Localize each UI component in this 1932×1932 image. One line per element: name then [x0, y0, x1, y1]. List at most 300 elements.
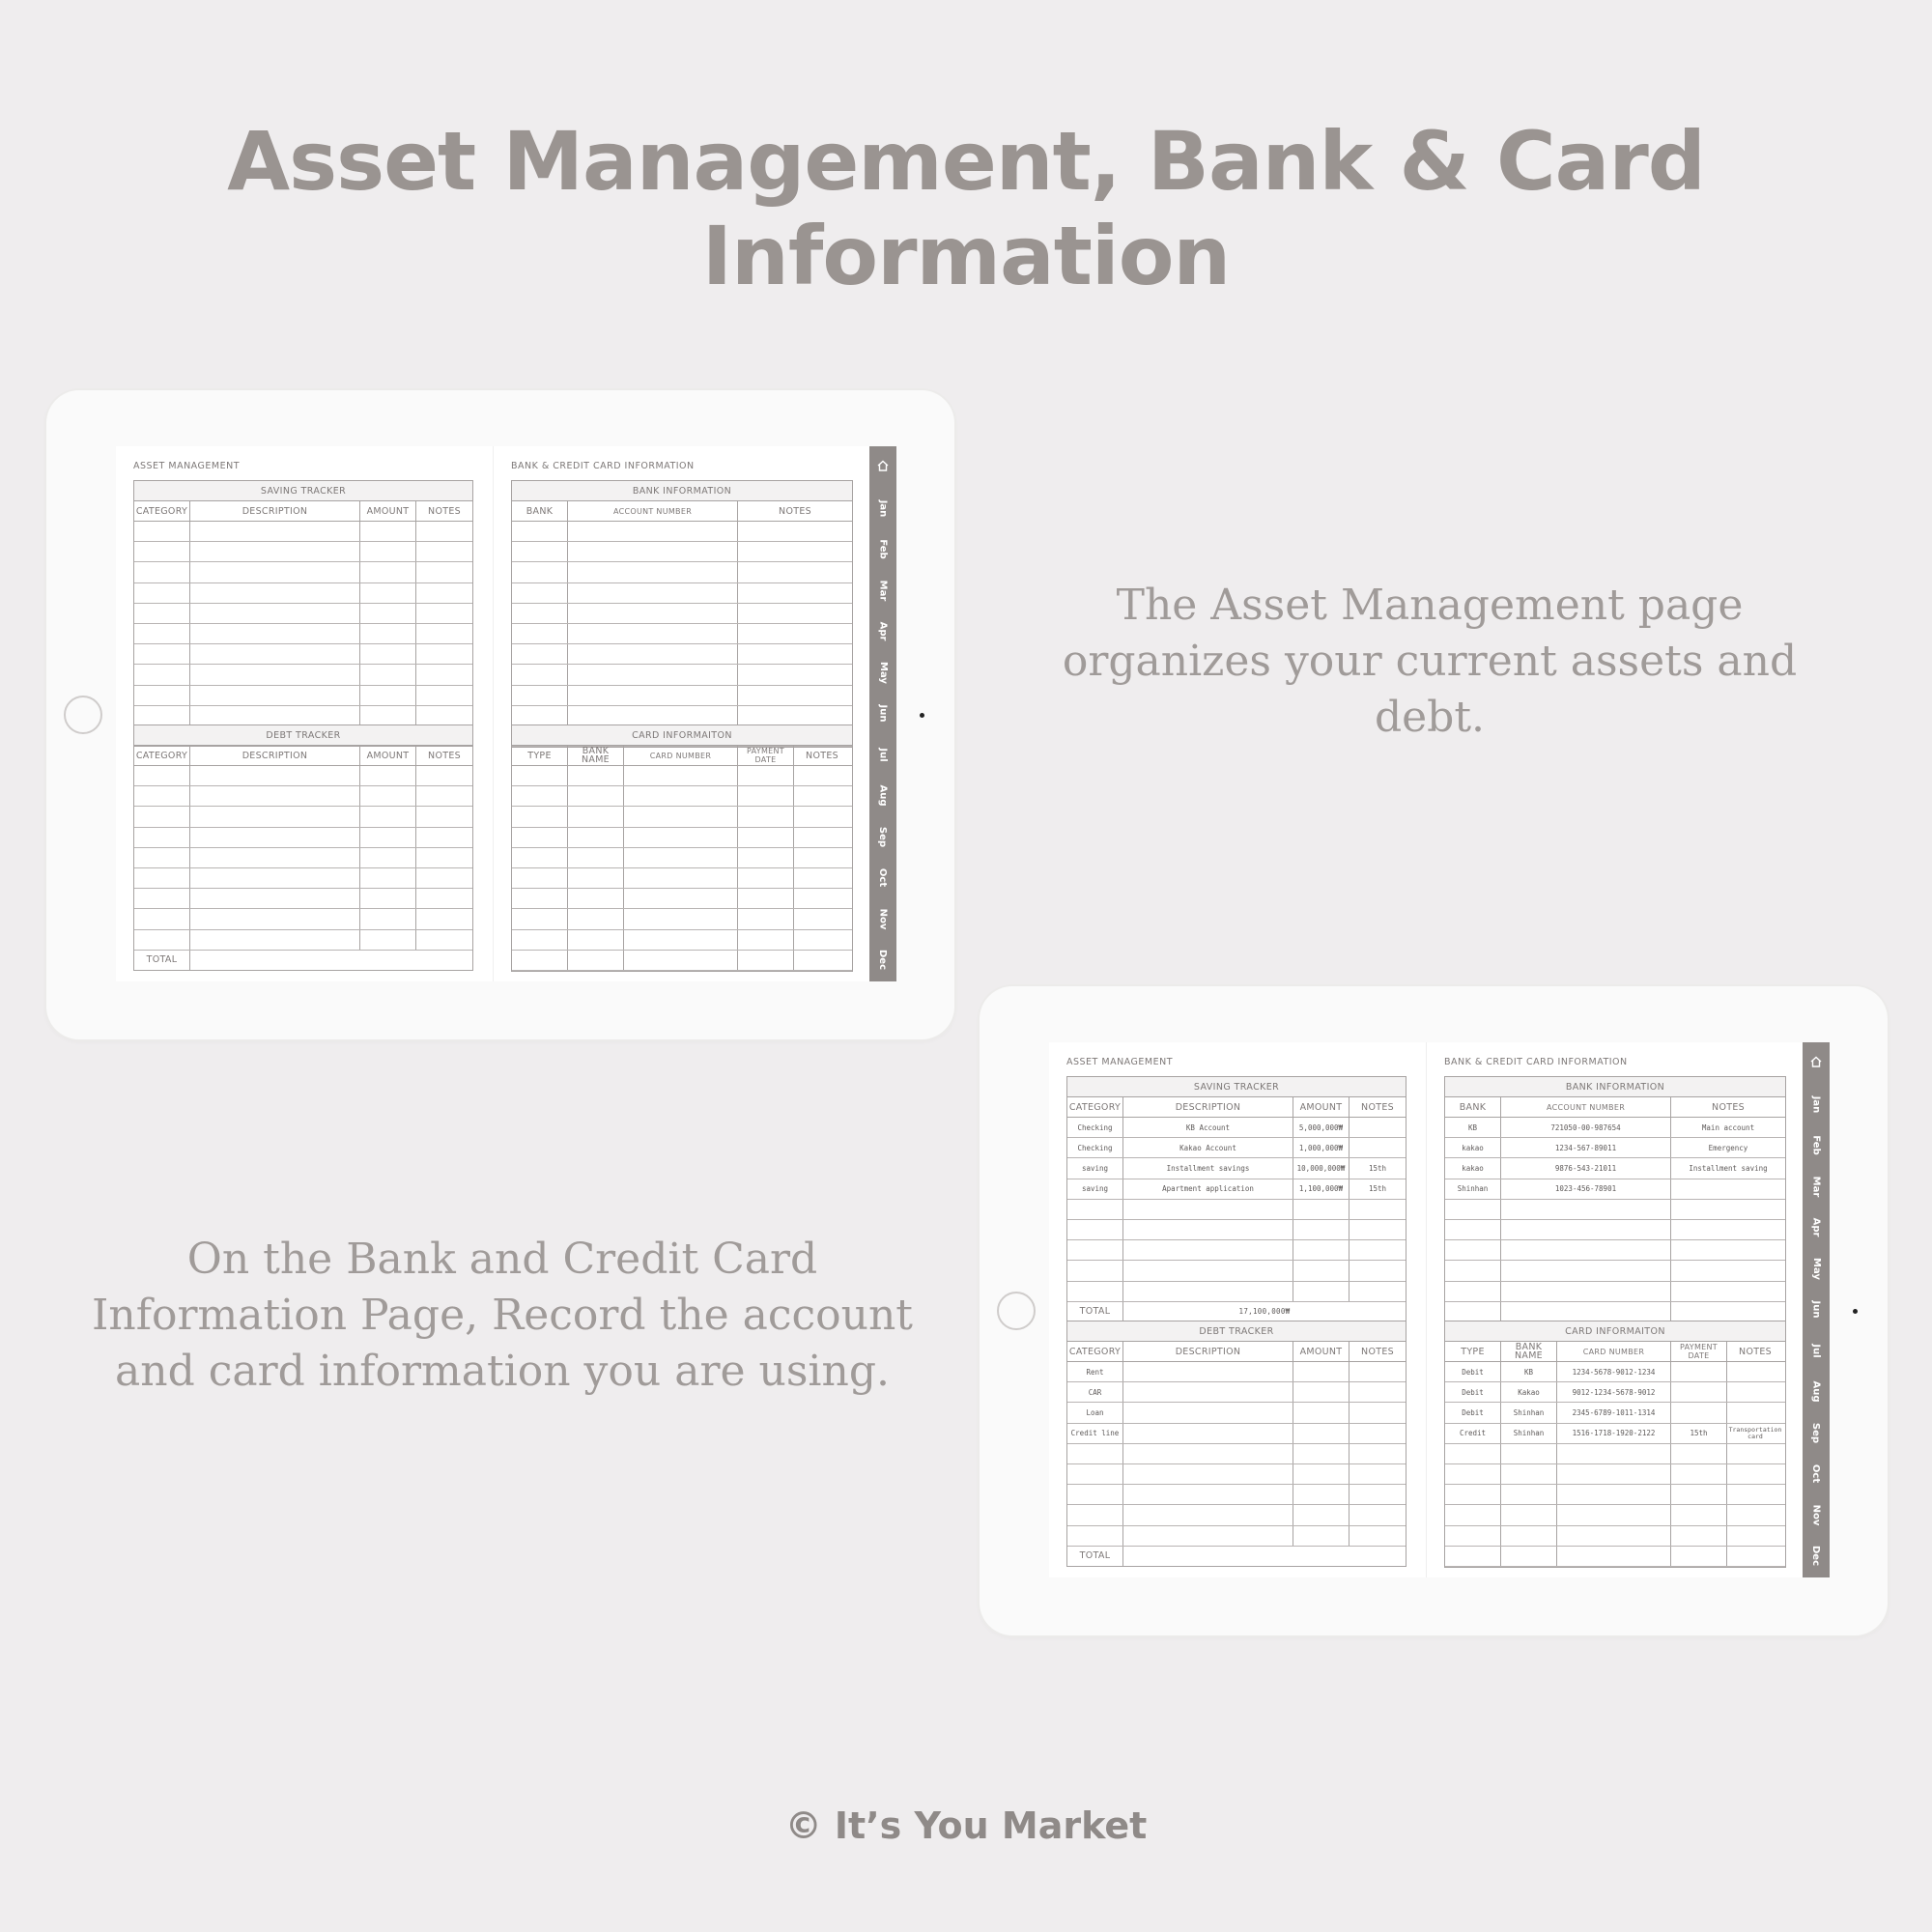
table-row[interactable] — [1067, 1220, 1406, 1240]
table-row[interactable] — [134, 604, 472, 624]
table-cell — [568, 889, 624, 908]
table-cell — [360, 706, 416, 725]
table-row[interactable] — [1067, 1424, 1406, 1444]
table-cell — [568, 807, 624, 826]
table-cell — [568, 706, 738, 725]
table-cell: Transportation card — [1728, 1425, 1782, 1440]
table-cell — [134, 583, 190, 603]
asset-management-title: ASSET MANAGEMENT — [1066, 1057, 1173, 1067]
table-row[interactable] — [1445, 1485, 1785, 1505]
table-row[interactable] — [512, 665, 852, 685]
table-row[interactable] — [1445, 1444, 1785, 1464]
home-icon — [876, 459, 890, 472]
table-cell: CAR — [1067, 1382, 1123, 1402]
table-row[interactable] — [512, 951, 852, 971]
table-row[interactable] — [512, 889, 852, 909]
table-cell — [512, 686, 568, 705]
tab-aug[interactable] — [1803, 1373, 1830, 1411]
table-cell — [1501, 1282, 1671, 1301]
debt-table-header — [134, 746, 472, 766]
table-cell — [1350, 1444, 1406, 1463]
bank-card-title: BANK & CREDIT CARD INFORMATION — [511, 461, 695, 471]
saving-table-header — [134, 501, 472, 522]
table-row[interactable] — [134, 522, 472, 542]
table-cell — [1123, 1526, 1293, 1546]
table-cell: Apartment application — [1123, 1179, 1293, 1199]
table-cell — [794, 868, 850, 888]
table-cell — [1445, 1547, 1501, 1566]
card-table-title: CARD INFORMAITON — [512, 725, 852, 746]
table-row[interactable] — [512, 909, 852, 929]
tab-label: Jul — [877, 747, 889, 762]
table-row[interactable] — [134, 644, 472, 665]
saving-column-header: DESCRIPTION — [1123, 1097, 1293, 1117]
table-row[interactable] — [1445, 1138, 1785, 1158]
table-cell — [738, 644, 852, 664]
table-row[interactable] — [512, 686, 852, 706]
table-cell — [1123, 1220, 1293, 1239]
home-icon — [1809, 1055, 1823, 1068]
table-cell — [360, 766, 416, 785]
table-cell — [134, 624, 190, 643]
table-cell — [134, 562, 190, 582]
table-cell — [1350, 1282, 1406, 1301]
table-cell — [624, 807, 738, 826]
saving-table-header — [1067, 1097, 1406, 1118]
tab-aug[interactable] — [869, 777, 896, 815]
tab-label: Nov — [1810, 1504, 1822, 1525]
tab-feb[interactable] — [869, 530, 896, 569]
home-tab[interactable] — [1803, 1050, 1830, 1073]
table-row[interactable] — [1067, 1403, 1406, 1423]
table-cell — [360, 686, 416, 705]
table-cell: KB — [1501, 1362, 1557, 1381]
tab-sep[interactable] — [869, 817, 896, 856]
table-row[interactable] — [1445, 1362, 1785, 1382]
table-cell — [134, 868, 190, 888]
table-row[interactable] — [512, 706, 852, 726]
home-tab[interactable] — [869, 454, 896, 477]
tab-mar[interactable] — [869, 571, 896, 610]
table-row[interactable] — [1067, 1505, 1406, 1525]
tab-label: Jan — [877, 499, 889, 517]
table-cell — [134, 686, 190, 705]
table-row[interactable] — [1445, 1220, 1785, 1240]
table-row[interactable] — [1067, 1464, 1406, 1485]
tab-may[interactable] — [1803, 1249, 1830, 1288]
debt-total-label: TOTAL — [1067, 1547, 1123, 1566]
tab-label: Dec — [1810, 1545, 1822, 1567]
table-row[interactable] — [134, 909, 472, 929]
tab-apr[interactable] — [869, 612, 896, 651]
table-cell — [1067, 1485, 1123, 1504]
card-table-title: CARD INFORMAITON — [1445, 1321, 1785, 1342]
table-cell — [190, 909, 360, 928]
table-row[interactable] — [1067, 1526, 1406, 1547]
tab-jun[interactable] — [1803, 1291, 1830, 1329]
bank-information-table — [1444, 1076, 1786, 1323]
table-row[interactable] — [512, 583, 852, 604]
table-row[interactable] — [1445, 1464, 1785, 1485]
tab-nov[interactable] — [869, 899, 896, 938]
saving-tracker — [1066, 1076, 1406, 1322]
table-row[interactable] — [134, 706, 472, 726]
table-row[interactable] — [1067, 1179, 1406, 1200]
tab-mar[interactable] — [1803, 1167, 1830, 1206]
table-row[interactable] — [1445, 1302, 1785, 1322]
tab-label: Oct — [877, 867, 889, 888]
table-row[interactable] — [512, 786, 852, 807]
table-cell — [624, 766, 738, 785]
table-row[interactable] — [512, 766, 852, 786]
asset-management-page — [1049, 1042, 1424, 1577]
table-row[interactable] — [512, 930, 852, 951]
table-cell — [1350, 1505, 1406, 1524]
table-row[interactable] — [134, 686, 472, 706]
caption-asset-management: The Asset Management page organizes your current assets and debt. — [1062, 581, 1798, 742]
planner-screen-filled — [1049, 1042, 1830, 1577]
table-cell — [360, 562, 416, 582]
table-row[interactable] — [512, 624, 852, 644]
table-cell — [416, 868, 472, 888]
table-cell — [568, 542, 738, 561]
table-cell — [1123, 1261, 1293, 1280]
table-cell: 1,100,000₩ — [1293, 1179, 1350, 1199]
tab-label: Aug — [877, 784, 889, 807]
table-cell: Shinhan — [1501, 1403, 1557, 1422]
table-cell — [1445, 1282, 1501, 1301]
debt-column-header: NOTES — [1361, 1346, 1394, 1357]
table-cell: KB Account — [1123, 1118, 1293, 1137]
table-cell — [1727, 1505, 1783, 1524]
tab-sep[interactable] — [1803, 1413, 1830, 1452]
table-cell: 1,000,000₩ — [1293, 1138, 1350, 1157]
tab-label: May — [877, 661, 889, 684]
table-cell — [416, 786, 472, 806]
table-cell — [1445, 1200, 1501, 1219]
card-column-header: TYPE — [1445, 1342, 1501, 1361]
table-cell — [1293, 1240, 1350, 1260]
page-title: Asset Management, Bank & Card Information — [227, 114, 1705, 303]
table-row[interactable] — [134, 868, 472, 889]
tab-may[interactable] — [869, 653, 896, 692]
table-cell — [416, 889, 472, 908]
table-row[interactable] — [512, 604, 852, 624]
table-cell — [1727, 1485, 1783, 1504]
table-cell — [1671, 1547, 1727, 1566]
bank-column-header: BANK — [1445, 1097, 1501, 1117]
tab-label: Jun — [877, 704, 889, 723]
table-row[interactable] — [134, 583, 472, 604]
table-cell — [1501, 1505, 1557, 1524]
table-row[interactable] — [1445, 1261, 1785, 1281]
table-cell — [1727, 1403, 1783, 1422]
table-row[interactable] — [1067, 1382, 1406, 1403]
table-cell — [1293, 1200, 1350, 1219]
table-cell: kakao — [1445, 1138, 1501, 1157]
table-cell: 15th — [1368, 1184, 1387, 1194]
table-cell — [624, 930, 738, 950]
table-cell — [568, 786, 624, 806]
table-cell — [1557, 1526, 1671, 1546]
table-cell: Debit — [1445, 1403, 1501, 1422]
table-row[interactable] — [1067, 1138, 1406, 1158]
table-cell — [738, 930, 794, 950]
table-cell — [738, 624, 852, 643]
tab-oct[interactable] — [1803, 1455, 1830, 1493]
table-cell — [416, 562, 472, 582]
table-cell — [416, 644, 472, 664]
table-cell — [1123, 1382, 1293, 1402]
saving-tracker — [133, 480, 473, 747]
table-row[interactable] — [1445, 1526, 1785, 1547]
table-row[interactable] — [512, 807, 852, 827]
debt-column-header: NOTES — [428, 750, 461, 761]
tab-jul[interactable] — [1803, 1331, 1830, 1370]
table-cell — [190, 930, 360, 950]
table-cell — [1557, 1547, 1671, 1566]
table-cell — [1350, 1138, 1406, 1157]
table-cell — [738, 848, 794, 867]
table-row[interactable] — [1445, 1200, 1785, 1220]
tab-label: Mar — [1810, 1176, 1822, 1197]
table-cell: Installment saving — [1689, 1163, 1768, 1173]
table-cell — [1293, 1403, 1350, 1422]
table-cell — [512, 951, 568, 970]
table-cell: Checking — [1067, 1118, 1123, 1137]
table-row[interactable] — [1445, 1240, 1785, 1261]
table-cell — [568, 686, 738, 705]
bank-table-title: BANK INFORMATION — [1445, 1077, 1785, 1097]
table-cell — [1293, 1505, 1350, 1524]
table-row[interactable] — [512, 868, 852, 889]
tab-nov[interactable] — [1803, 1495, 1830, 1534]
table-cell — [1293, 1526, 1350, 1546]
debt-column-header: DESCRIPTION — [1123, 1342, 1293, 1361]
table-cell — [1445, 1526, 1501, 1546]
table-cell — [190, 644, 360, 664]
table-cell — [794, 807, 850, 826]
table-cell — [624, 848, 738, 867]
tab-jan[interactable] — [1803, 1085, 1830, 1123]
table-cell — [1557, 1485, 1671, 1504]
table-row[interactable] — [1067, 1362, 1406, 1382]
table-cell — [1350, 1240, 1406, 1260]
table-cell — [512, 624, 568, 643]
tab-jan[interactable] — [869, 489, 896, 527]
card-column-header: NOTES — [1739, 1346, 1772, 1357]
table-cell — [1350, 1403, 1406, 1422]
table-cell — [190, 583, 360, 603]
table-cell — [794, 766, 850, 785]
table-row[interactable] — [1067, 1261, 1406, 1281]
table-cell — [134, 930, 190, 950]
tab-feb[interactable] — [1803, 1126, 1830, 1165]
table-row[interactable] — [134, 828, 472, 848]
table-cell — [1445, 1261, 1501, 1280]
table-cell — [1350, 1220, 1406, 1239]
table-row[interactable] — [512, 522, 852, 542]
table-cell — [1671, 1200, 1785, 1219]
table-cell — [416, 583, 472, 603]
table-cell — [1501, 1547, 1557, 1566]
table-row[interactable] — [1067, 1240, 1406, 1261]
table-cell: 1023-456-78901 — [1501, 1179, 1671, 1199]
table-cell: 721050-00-987654 — [1501, 1118, 1671, 1137]
table-row[interactable] — [1445, 1424, 1785, 1444]
table-row[interactable] — [1445, 1505, 1785, 1525]
table-row[interactable] — [134, 562, 472, 582]
table-row[interactable] — [1067, 1200, 1406, 1220]
table-row[interactable] — [134, 807, 472, 827]
table-cell — [416, 766, 472, 785]
table-cell — [1445, 1240, 1501, 1260]
tab-jun[interactable] — [869, 695, 896, 733]
table-row[interactable] — [1445, 1403, 1785, 1423]
table-cell: kakao — [1445, 1158, 1501, 1178]
table-cell — [360, 522, 416, 541]
table-cell — [1557, 1505, 1671, 1524]
table-cell — [134, 786, 190, 806]
table-cell — [134, 665, 190, 684]
table-row[interactable] — [1445, 1282, 1785, 1302]
table-cell — [568, 604, 738, 623]
tab-label: Sep — [877, 826, 889, 847]
table-cell: 5,000,000₩ — [1293, 1118, 1350, 1137]
table-cell — [1671, 1220, 1785, 1239]
table-cell — [1350, 1362, 1406, 1381]
table-cell — [512, 604, 568, 623]
debt-total-label: TOTAL — [134, 951, 190, 970]
card-column-header: CARD NUMBER — [1557, 1342, 1671, 1361]
table-cell — [738, 951, 794, 970]
table-row[interactable] — [1445, 1547, 1785, 1567]
tab-jul[interactable] — [869, 735, 896, 774]
table-cell: saving — [1067, 1158, 1123, 1178]
table-row[interactable] — [512, 542, 852, 562]
table-cell: 2345-6789-1011-1314 — [1557, 1403, 1671, 1422]
table-cell: 1234-567-89011 — [1501, 1138, 1671, 1157]
card-information-table — [1444, 1321, 1786, 1568]
table-cell — [624, 786, 738, 806]
table-cell — [190, 522, 360, 541]
table-row[interactable] — [1445, 1382, 1785, 1403]
table-row[interactable] — [134, 766, 472, 786]
table-row[interactable] — [134, 889, 472, 909]
table-cell: 15th — [1368, 1163, 1387, 1173]
asset-management-page — [116, 446, 491, 981]
table-cell — [1445, 1464, 1501, 1484]
tab-oct[interactable] — [869, 859, 896, 897]
table-cell: Checking — [1067, 1138, 1123, 1157]
tab-dec[interactable] — [869, 941, 896, 980]
table-row[interactable] — [1067, 1158, 1406, 1179]
debt-column-header: CATEGORY — [1067, 1342, 1123, 1361]
tab-label: Aug — [1810, 1380, 1822, 1403]
table-row[interactable] — [1067, 1485, 1406, 1505]
table-row[interactable] — [512, 848, 852, 868]
saving-column-header: CATEGORY — [1067, 1097, 1123, 1117]
table-cell — [738, 665, 852, 684]
table-cell — [1123, 1424, 1293, 1443]
table-cell — [1293, 1464, 1350, 1484]
table-cell — [1727, 1382, 1783, 1402]
table-cell — [512, 766, 568, 785]
table-row[interactable] — [134, 542, 472, 562]
bank-table-title: BANK INFORMATION — [512, 481, 852, 501]
table-cell — [190, 828, 360, 847]
table-row[interactable] — [512, 644, 852, 665]
table-cell — [1671, 1302, 1785, 1321]
table-cell: Credit line — [1067, 1424, 1123, 1443]
bank-table-header — [1445, 1097, 1785, 1118]
card-column-header: BANK NAME — [1501, 1342, 1557, 1361]
bank-column-header: ACCOUNT NUMBER — [568, 501, 738, 521]
table-cell — [134, 542, 190, 561]
table-row[interactable] — [512, 828, 852, 848]
table-cell — [1350, 1464, 1406, 1484]
table-cell — [1067, 1220, 1123, 1239]
table-cell — [1067, 1240, 1123, 1260]
debt-column-header: AMOUNT — [360, 746, 416, 765]
table-cell — [512, 807, 568, 826]
table-row[interactable] — [134, 930, 472, 951]
tab-apr[interactable] — [1803, 1208, 1830, 1247]
tablet-camera — [1853, 1309, 1858, 1314]
table-cell — [190, 868, 360, 888]
table-cell — [738, 909, 794, 928]
table-row[interactable] — [134, 848, 472, 868]
saving-total-row — [1067, 1302, 1406, 1321]
table-row[interactable] — [134, 786, 472, 807]
tab-label: May — [1810, 1257, 1822, 1280]
table-cell: 10,000,000₩ — [1293, 1158, 1350, 1178]
card-column-header: CARD NUMBER — [624, 746, 738, 765]
table-row[interactable] — [1067, 1282, 1406, 1302]
table-row[interactable] — [134, 665, 472, 685]
debt-total-row — [134, 951, 472, 970]
table-cell — [1293, 1362, 1350, 1381]
table-cell — [190, 604, 360, 623]
table-cell — [1067, 1444, 1123, 1463]
table-row[interactable] — [512, 562, 852, 582]
tab-label: Mar — [877, 580, 889, 601]
tab-dec[interactable] — [1803, 1537, 1830, 1576]
table-row[interactable] — [1445, 1118, 1785, 1138]
card-column-header: BANK NAME — [568, 746, 624, 765]
table-row[interactable] — [1067, 1444, 1406, 1464]
table-cell — [512, 583, 568, 603]
table-cell — [794, 889, 850, 908]
table-cell — [1671, 1179, 1785, 1199]
table-cell — [360, 868, 416, 888]
table-cell — [738, 807, 794, 826]
table-cell — [738, 828, 794, 847]
debt-table-header — [1067, 1342, 1406, 1362]
table-cell — [512, 909, 568, 928]
table-cell — [416, 828, 472, 847]
card-information-table — [511, 724, 853, 972]
table-cell — [1671, 1382, 1727, 1402]
table-cell — [1293, 1444, 1350, 1463]
table-cell — [624, 889, 738, 908]
table-cell — [738, 522, 852, 541]
table-row[interactable] — [134, 624, 472, 644]
table-row[interactable] — [1067, 1118, 1406, 1138]
table-row[interactable] — [1445, 1158, 1785, 1179]
table-cell — [190, 848, 360, 867]
table-row[interactable] — [1445, 1179, 1785, 1200]
